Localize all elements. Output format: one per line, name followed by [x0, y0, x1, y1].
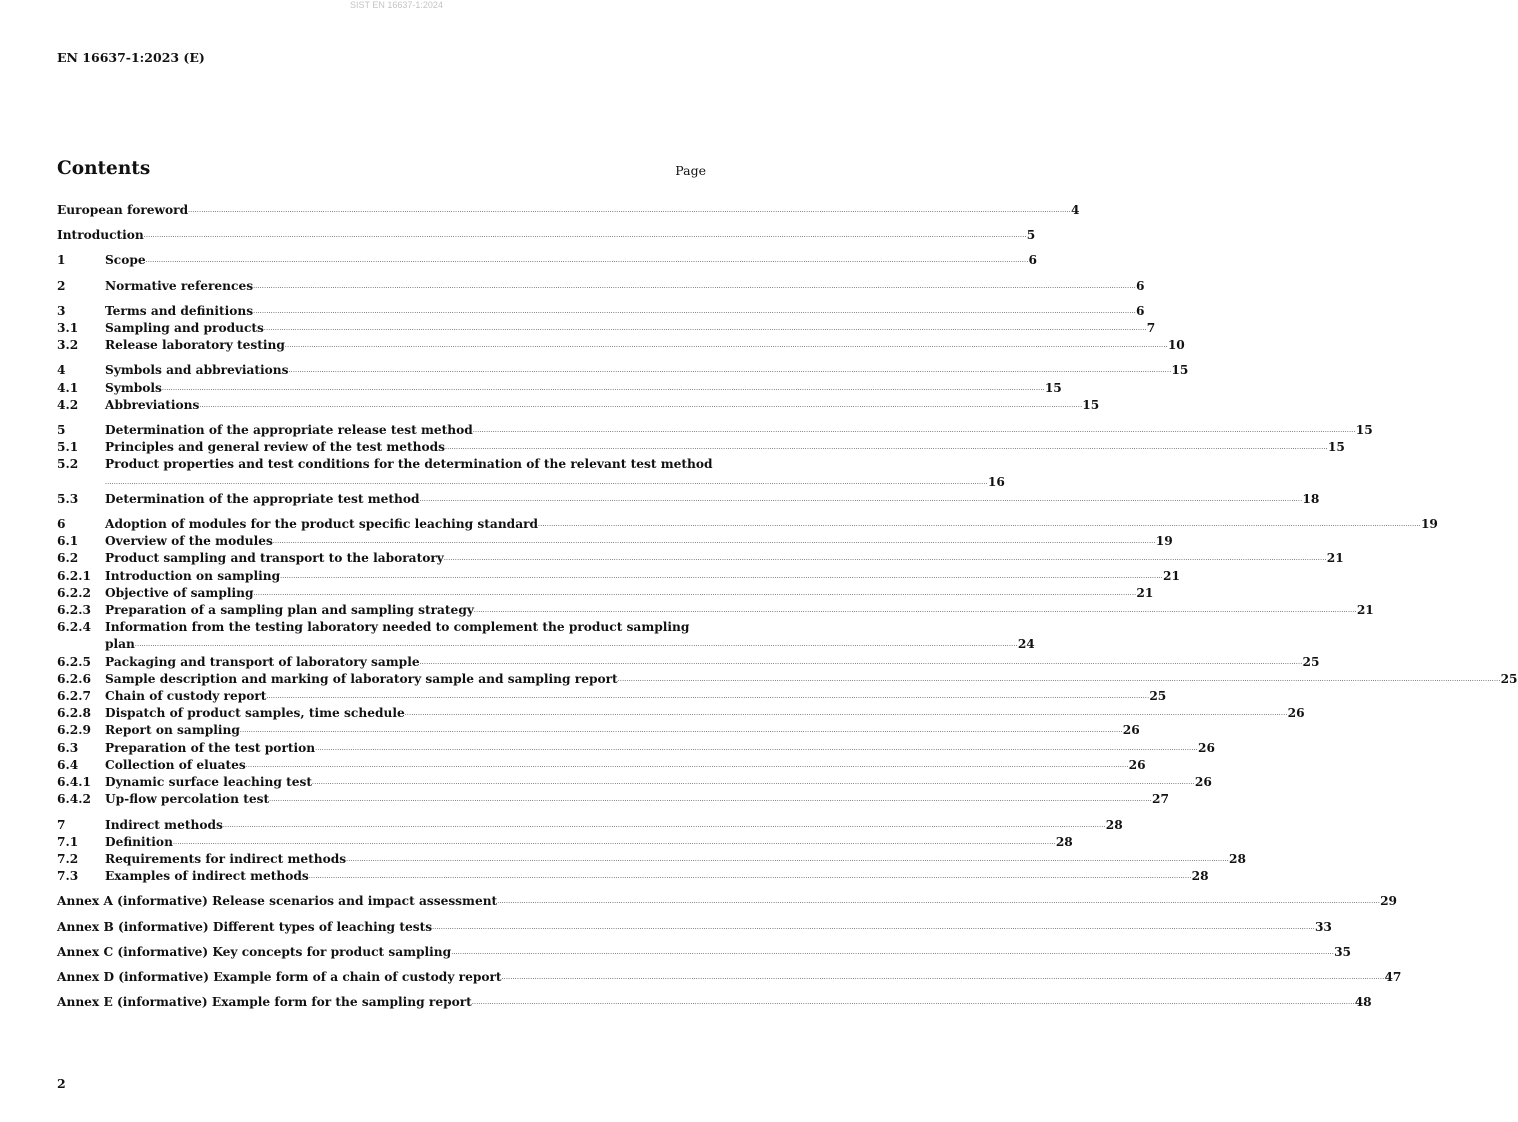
- toc-dot-leader: ................................................................................................................................................................................................................................................................................................................................................................................................................: [451, 948, 1335, 956]
- toc-entry-page: 21: [1356, 603, 1374, 618]
- toc-entry-number: 5: [57, 423, 66, 438]
- toc-entry-title: Scope: [105, 253, 146, 268]
- toc-dot-leader: ................................................................................................................................................................................................................................................................................................................................................................................................................: [134, 641, 1018, 649]
- toc-entry[interactable]: [57, 439, 1345, 456]
- toc-entry-number: 6.3: [57, 740, 79, 755]
- toc-entry-page: 33: [1314, 919, 1332, 934]
- toc-entry-title: Up-flow percolation test: [105, 792, 270, 807]
- toc-entry-number: 6.2: [57, 551, 79, 566]
- toc-entry[interactable]: [57, 278, 1145, 295]
- toc-entry-title: Dispatch of product samples, time schedule: [105, 706, 405, 721]
- toc-entry-title: Introduction: [57, 228, 144, 243]
- toc-dot-leader: ................................................................................................................................................................................................................................................................................................................................................................................................................: [312, 779, 1195, 787]
- toc-dot-leader: ................................................................................................................................................................................................................................................................................................................................................................................................................: [315, 744, 1199, 752]
- toc-dot-leader: ................................................................................................................................................................................................................................................................................................................................................................................................................: [473, 607, 1357, 615]
- toc-entry-title: Requirements for indirect methods: [105, 851, 347, 866]
- toc-entry-number: 4.2: [57, 397, 79, 412]
- toc-entry-number: 5.3: [57, 491, 79, 506]
- toc-entry-number: 6.2.4: [57, 620, 91, 635]
- toc-entry-title: Collection of eluates: [105, 757, 246, 772]
- toc-entry-title: Product properties and test conditions for the determination of the relevant test method: [105, 457, 713, 472]
- toc-entry-title: Chain of custody report: [105, 689, 267, 704]
- toc-entry-number: 6.2.5: [57, 654, 91, 669]
- toc-entry[interactable]: [57, 320, 1156, 337]
- toc-dot-leader: ................................................................................................................................................................................................................................................................................................................................................................................................................: [308, 873, 1192, 881]
- toc-entry[interactable]: [57, 227, 1036, 244]
- toc-dot-leader: ................................................................................................................................................................................................................................................................................................................................................................................................................: [284, 342, 1168, 350]
- toc-entry[interactable]: [57, 868, 1209, 885]
- toc-entry-number: 6.1: [57, 534, 79, 549]
- toc-dot-leader: ................................................................................................................................................................................................................................................................................................................................................................................................................: [188, 207, 1071, 214]
- toc-entry-page: 26: [1128, 757, 1146, 772]
- toc-entry-page: 6: [1136, 303, 1145, 318]
- toc-entry-number: 6.2.3: [57, 603, 91, 618]
- toc-dot-leader: ................................................................................................................................................................................................................................................................................................................................................................................................................: [617, 675, 1501, 683]
- page-column-label: Page: [675, 163, 706, 178]
- toc-entry-title: Definition: [105, 834, 173, 849]
- toc-entry[interactable]: [57, 851, 1246, 868]
- toc-entry-title: Release laboratory testing: [105, 338, 285, 353]
- toc-entry-page: 47: [1384, 969, 1402, 984]
- toc-entry-page: 25: [1500, 671, 1518, 686]
- toc-entry-title: Report on sampling: [105, 723, 240, 738]
- toc-entry-page: 28: [1055, 834, 1073, 849]
- toc-entry-page: 15: [1327, 440, 1345, 455]
- toc-entry-page: 21: [1326, 551, 1344, 566]
- toc-dot-leader: ................................................................................................................................................................................................................................................................................................................................................................................................................: [143, 232, 1027, 240]
- toc-entry[interactable]: [57, 791, 1169, 808]
- toc-entry-page: 16: [987, 474, 1005, 489]
- toc-entry-title: Sample description and marking of laboratory sample and sampling report: [105, 671, 618, 686]
- toc-dot-leader: ................................................................................................................................................................................................................................................................................................................................................................................................................: [253, 282, 1136, 290]
- toc-entry-title: Indirect methods: [105, 817, 223, 832]
- toc-entry-number: 7.1: [57, 834, 79, 849]
- toc-entry-page: 18: [1302, 491, 1320, 506]
- toc-entry[interactable]: [57, 740, 1215, 757]
- toc-entry-title: Overview of the modules: [105, 534, 273, 549]
- toc-entry-page: 48: [1354, 995, 1372, 1010]
- toc-entry-page: 15: [1044, 380, 1062, 395]
- toc-entry-title: Information from the testing laboratory needed to complement the product sampling: [105, 620, 690, 635]
- toc-entry[interactable]: [57, 550, 1344, 567]
- toc-dot-leader: ................................................................................................................................................................................................................................................................................................................................................................................................................: [222, 821, 1106, 829]
- toc-entry[interactable]: [57, 893, 1398, 910]
- toc-entry-title: Normative references: [105, 278, 254, 293]
- toc-dot-leader: ................................................................................................................................................................................................................................................................................................................................................................................................................: [253, 307, 1136, 315]
- toc-entry-number: 7.2: [57, 851, 79, 866]
- toc-entry-number: 6.2.9: [57, 723, 91, 738]
- toc-dot-leader: ................................................................................................................................................................................................................................................................................................................................................................................................................: [501, 973, 1385, 981]
- toc-entry-title: Symbols and abbreviations: [105, 363, 289, 378]
- toc-entry-page: 28: [1191, 869, 1209, 884]
- toc-dot-leader: ................................................................................................................................................................................................................................................................................................................................................................................................................: [497, 898, 1381, 906]
- toc-dot-leader: ................................................................................................................................................................................................................................................................................................................................................................................................................: [145, 257, 1029, 265]
- toc-entry-title: Annex E (informative) Example form for the sampling report: [57, 995, 472, 1010]
- document-id: EN 16637-1:2023 (E): [57, 50, 205, 65]
- toc-entry-title: Adoption of modules for the product specific leaching standard: [105, 517, 539, 532]
- toc-dot-leader: ................................................................................................................................................................................................................................................................................................................................................................................................................: [443, 555, 1327, 563]
- toc-entry-page: 25: [1149, 689, 1167, 704]
- table-of-contents: [57, 202, 1518, 1011]
- toc-entry[interactable]: [57, 944, 1352, 961]
- toc-dot-leader: ................................................................................................................................................................................................................................................................................................................................................................................................................: [253, 589, 1137, 597]
- toc-entry-number: 6.4: [57, 757, 79, 772]
- toc-entry-number: 6.4.1: [57, 775, 91, 790]
- toc-entry[interactable]: [57, 994, 1372, 1011]
- toc-entry-title: Annex B (informative) Different types of leaching tests: [57, 919, 433, 934]
- toc-entry-number: 6.2.8: [57, 706, 91, 721]
- toc-dot-leader: ................................................................................................................................................................................................................................................................................................................................................................................................................: [404, 710, 1288, 718]
- toc-entry-page: 26: [1287, 706, 1305, 721]
- toc-dot-leader: ................................................................................................................................................................................................................................................................................................................................................................................................................: [272, 538, 1156, 546]
- toc-entry-number: 6: [57, 517, 66, 532]
- toc-entry[interactable]: [57, 202, 1080, 219]
- toc-entry[interactable]: [57, 303, 1145, 320]
- toc-entry[interactable]: [57, 722, 1140, 739]
- toc-dot-leader: ................................................................................................................................................................................................................................................................................................................................................................................................................: [419, 658, 1303, 666]
- toc-entry-page: 7: [1146, 321, 1156, 336]
- toc-entry-title: Product sampling and transport to the laboratory: [105, 551, 444, 566]
- toc-entry[interactable]: [57, 817, 1123, 834]
- toc-entry[interactable]: [57, 422, 1373, 439]
- toc-entry-title: Principles and general review of the test methods: [105, 440, 445, 455]
- toc-entry-page: 5: [1026, 228, 1036, 243]
- toc-dot-leader: ................................................................................................................................................................................................................................................................................................................................................................................................................: [199, 401, 1083, 409]
- toc-entry-page: 19: [1420, 517, 1438, 532]
- toc-entry-page: 15: [1171, 363, 1189, 378]
- toc-entry-title: Determination of the appropriate test method: [105, 491, 420, 506]
- toc-entry-title: Annex C (informative) Key concepts for product sampling: [57, 944, 452, 959]
- toc-entry-number: 6.4.2: [57, 792, 91, 807]
- toc-dot-leader: ................................................................................................................................................................................................................................................................................................................................................................................................................: [538, 521, 1421, 529]
- toc-entry[interactable]: [57, 757, 1146, 774]
- toc-entry[interactable]: [57, 774, 1212, 791]
- toc-entry-number: 3: [57, 303, 66, 318]
- toc-dot-leader: ................................................................................................................................................................................................................................................................................................................................................................................................................: [245, 761, 1129, 769]
- toc-entry-page: 26: [1198, 740, 1215, 755]
- toc-entry-number: 5.1: [57, 440, 79, 455]
- toc-dot-leader: ................................................................................................................................................................................................................................................................................................................................................................................................................: [239, 727, 1123, 735]
- toc-entry-title: Symbols: [105, 380, 162, 395]
- toc-entry[interactable]: [57, 533, 1173, 550]
- toc-entry-number: 6.2.2: [57, 585, 91, 600]
- toc-dot-leader: ................................................................................................................................................................................................................................................................................................................................................................................................................: [263, 325, 1147, 333]
- toc-entry-title: Preparation of the test portion: [105, 740, 316, 755]
- contents-heading: Contents: [57, 158, 151, 179]
- toc-entry[interactable]: [57, 654, 1320, 671]
- toc-entry-title: Objective of sampling: [105, 585, 254, 600]
- toc-dot-leader: ................................................................................................................................................................................................................................................................................................................................................................................................................: [105, 478, 988, 486]
- toc-entry-page: 29: [1380, 894, 1398, 909]
- toc-entry[interactable]: [57, 252, 1038, 269]
- toc-entry-number: 3.1: [57, 321, 79, 336]
- toc-entry-title: Dynamic surface leaching test: [105, 775, 312, 790]
- toc-entry-page: 4: [1070, 203, 1080, 217]
- toc-entry-title: Sampling and products: [105, 321, 264, 336]
- toc-dot-leader: ................................................................................................................................................................................................................................................................................................................................................................................................................: [161, 384, 1045, 392]
- toc-entry[interactable]: [57, 688, 1167, 705]
- toc-entry-title: European foreword: [57, 203, 189, 217]
- toc-entry-number: 6.2.1: [57, 568, 91, 583]
- toc-entry[interactable]: [57, 969, 1402, 986]
- toc-entry[interactable]: [57, 491, 1320, 508]
- toc-entry[interactable]: [57, 397, 1100, 414]
- toc-dot-leader: ................................................................................................................................................................................................................................................................................................................................................................................................................: [419, 495, 1303, 503]
- toc-dot-leader: ................................................................................................................................................................................................................................................................................................................................................................................................................: [172, 838, 1056, 846]
- toc-entry-number: 4.1: [57, 380, 79, 395]
- toc-entry-page: 15: [1355, 423, 1373, 438]
- toc-entry[interactable]: [57, 834, 1073, 851]
- toc-entry-page: 26: [1194, 775, 1212, 790]
- toc-dot-leader: ................................................................................................................................................................................................................................................................................................................................................................................................................: [280, 572, 1163, 580]
- toc-dot-leader: ................................................................................................................................................................................................................................................................................................................................................................................................................: [346, 855, 1230, 863]
- toc-entry-title-continued: plan: [105, 637, 135, 652]
- toc-entry-page: 24: [1017, 637, 1035, 652]
- toc-entry-page: 19: [1155, 534, 1173, 549]
- toc-entry-number: 7: [57, 817, 66, 832]
- toc-entry-number: 2: [57, 278, 66, 293]
- toc-entry[interactable]: [57, 380, 1062, 397]
- toc-entry[interactable]: [57, 456, 1005, 490]
- toc-dot-leader: ................................................................................................................................................................................................................................................................................................................................................................................................................: [471, 999, 1355, 1007]
- toc-dot-leader: ................................................................................................................................................................................................................................................................................................................................................................................................................: [472, 427, 1356, 435]
- toc-entry-number: 6.2.6: [57, 671, 91, 686]
- watermark: SIST EN 16637-1:2024: [350, 0, 443, 10]
- toc-entry[interactable]: [57, 919, 1332, 936]
- toc-entry[interactable]: [57, 619, 1035, 653]
- toc-entry-page: 28: [1229, 851, 1246, 866]
- toc-entry-page: 6: [1028, 253, 1038, 268]
- toc-entry-page: 35: [1334, 944, 1352, 959]
- toc-entry-title: Annex A (informative) Release scenarios and impact assessment: [57, 894, 498, 909]
- toc-entry-title: Packaging and transport of laboratory sample: [105, 654, 420, 669]
- toc-entry-title: Determination of the appropriate release test method: [105, 423, 473, 438]
- toc-entry-number: 7.3: [57, 869, 79, 884]
- toc-entry[interactable]: [57, 516, 1438, 533]
- toc-entry[interactable]: [57, 585, 1154, 602]
- toc-dot-leader: ................................................................................................................................................................................................................................................................................................................................................................................................................: [445, 444, 1328, 452]
- toc-entry-title: Preparation of a sampling plan and sampling strategy: [105, 603, 474, 618]
- toc-entry-title: Terms and definitions: [105, 303, 254, 318]
- toc-entry-number: 1: [57, 253, 66, 268]
- toc-entry-page: 26: [1122, 723, 1140, 738]
- toc-entry-page: 27: [1151, 792, 1169, 807]
- toc-dot-leader: ................................................................................................................................................................................................................................................................................................................................................................................................................: [269, 796, 1152, 804]
- toc-entry-page: 25: [1302, 654, 1320, 669]
- toc-entry-page: 10: [1167, 338, 1185, 353]
- toc-entry-page: 15: [1082, 397, 1100, 412]
- toc-entry-title: Introduction on sampling: [105, 568, 281, 583]
- toc-entry[interactable]: [57, 337, 1185, 354]
- toc-entry[interactable]: [57, 671, 1518, 688]
- toc-entry[interactable]: [57, 602, 1374, 619]
- page-number: 2: [57, 1076, 66, 1091]
- toc-entry[interactable]: [57, 362, 1189, 379]
- toc-dot-leader: ................................................................................................................................................................................................................................................................................................................................................................................................................: [266, 693, 1150, 701]
- toc-entry-title: Annex D (informative) Example form of a chain of custody report: [57, 969, 502, 984]
- toc-entry-page: 21: [1162, 568, 1180, 583]
- toc-dot-leader: ................................................................................................................................................................................................................................................................................................................................................................................................................: [432, 923, 1315, 931]
- toc-entry-number: 5.2: [57, 457, 79, 472]
- toc-entry[interactable]: [57, 568, 1180, 585]
- toc-entry-number: 4: [57, 363, 66, 378]
- toc-entry-title: Abbreviations: [105, 397, 200, 412]
- toc-entry-number: 3.2: [57, 338, 79, 353]
- toc-entry[interactable]: [57, 705, 1305, 722]
- toc-entry-page: 28: [1105, 817, 1123, 832]
- toc-dot-leader: ................................................................................................................................................................................................................................................................................................................................................................................................................: [288, 367, 1172, 375]
- toc-entry-page: 6: [1135, 278, 1145, 293]
- toc-entry-page: 21: [1136, 585, 1154, 600]
- toc-entry-number: 6.2.7: [57, 689, 91, 704]
- toc-entry-title: Examples of indirect methods: [105, 869, 309, 884]
